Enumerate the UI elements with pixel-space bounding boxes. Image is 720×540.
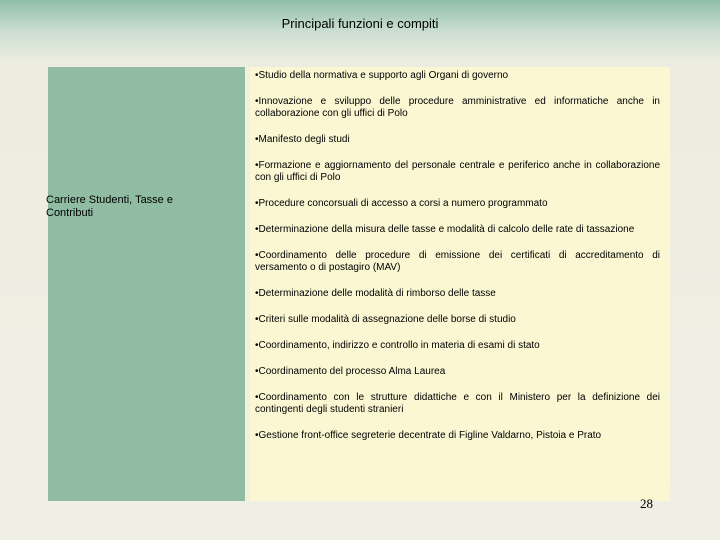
- task-item: •Coordinamento, indirizzo e controllo in materia di esami di stato: [255, 340, 540, 351]
- task-item: •Criteri sulle modalità di assegnazione delle borse di studio: [255, 314, 516, 325]
- task-item: •Determinazione delle modalità di rimborso delle tasse: [255, 288, 496, 299]
- task-item: •Manifesto degli studi: [255, 134, 350, 145]
- content-table: [48, 67, 670, 501]
- task-item: •Procedure concorsuali di accesso a corsi a numero programmato: [255, 198, 548, 209]
- task-item: •Studio della normativa e supporto agli Organi di governo: [255, 70, 509, 81]
- task-item: •Coordinamento con le strutture didattiche e con il Ministero per la definizione dei contingenti degli studenti stranieri: [255, 392, 660, 415]
- task-item: •Determinazione della misura delle tasse e modalità di calcolo delle rate di tassazione: [255, 224, 635, 235]
- task-item: •Coordinamento delle procedure di emissione dei certificati di accreditamento di versamento o di postagiro (MAV): [255, 250, 660, 273]
- task-item: •Gestione front-office segreterie decentrate di Figline Valdarno, Pistoia e Prato: [255, 430, 602, 441]
- task-item: •Formazione e aggiornamento del personale centrale e periferico anche in collaborazione con gli uffici di Polo: [255, 160, 660, 183]
- area-column: [48, 67, 245, 501]
- slide-title: Principali funzioni e compiti: [281, 16, 439, 31]
- area-label: Carriere Studenti, Tasse e Contributi: [46, 194, 173, 219]
- page-number: 28: [640, 496, 653, 511]
- task-item: •Innovazione e sviluppo delle procedure amministrative ed informatiche anche in collaborazione con gli uffici di Polo: [255, 96, 660, 119]
- tasks-column: [250, 67, 670, 501]
- task-item: •Coordinamento del processo Alma Laurea: [255, 366, 446, 377]
